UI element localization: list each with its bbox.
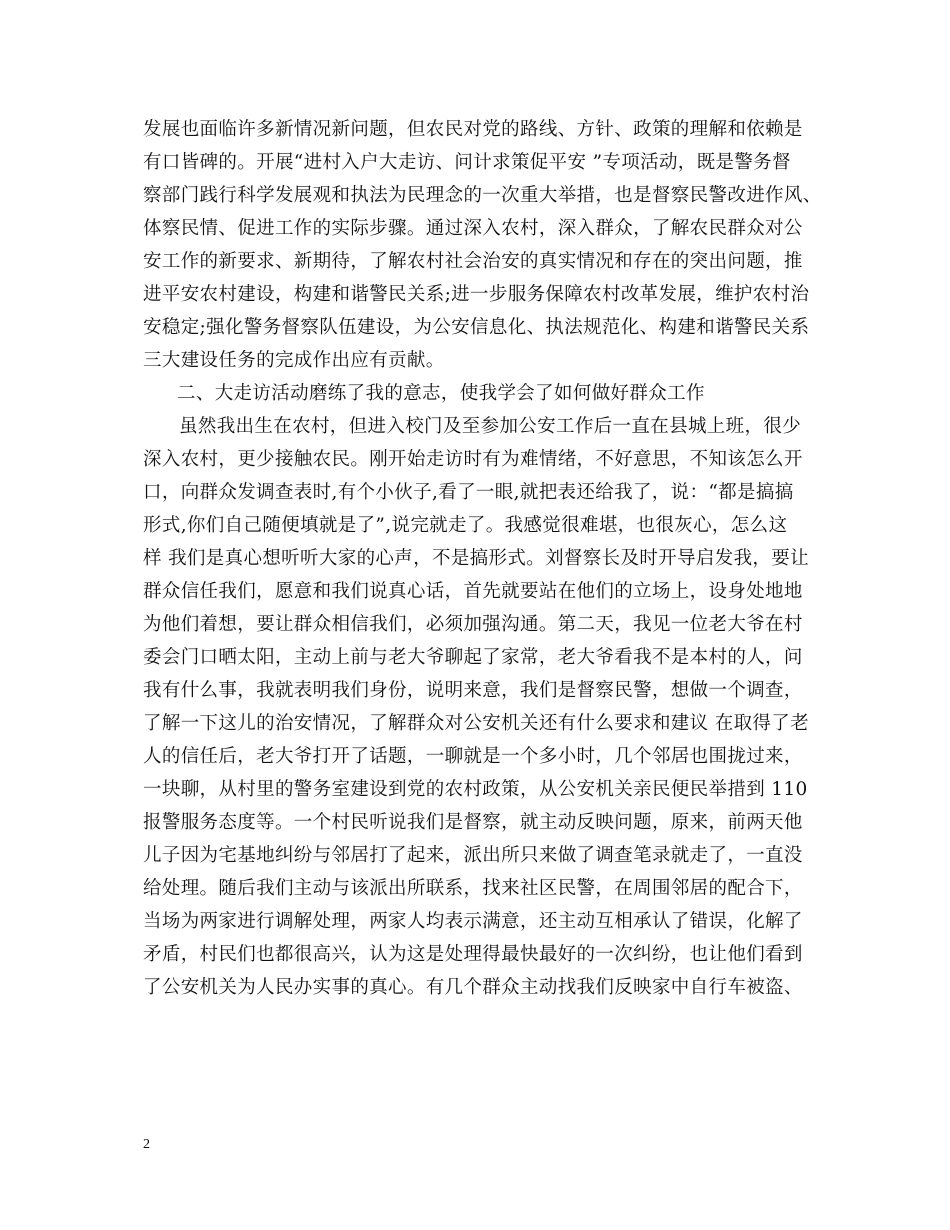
text-line: 了解一下这儿的治安情况，了解群众对公安机关还有什么要求和建议 在取得了老	[143, 713, 809, 734]
page-number: 2	[143, 1137, 150, 1152]
text-line: 进平安农村建设，构建和谐警民关系;进一步服务保障农村改革发展，维护农村治	[143, 284, 810, 305]
text-line: 样 我们是真心想听听大家的心声，不是搞形式。刘督察长及时开导启发我，要让	[143, 548, 809, 569]
text-line: 委会门口晒太阳，主动上前与老大爷聊起了家常，老大爷看我不是本村的人，问	[143, 647, 803, 668]
text-line: 口，向群众发调查表时,有个小伙子,看了一眼,就把表还给我了，说：“都是搞搞	[143, 482, 794, 503]
text-line: 了公安机关为人民办实事的真心。有几个群众主动找我们反映家中自行车被盗、	[143, 977, 803, 998]
text-line: 安工作的新要求、新期待，了解农村社会治安的真实情况和存在的突出问题，推	[143, 251, 803, 272]
text-line: 有口皆碑的。开展“进村入户大走访、问计求策促平安 ”专项活动，既是警务督	[143, 152, 791, 173]
text-line: 报警服务态度等。一个村民听说我们是督察，就主动反映问题，原来，前两天他	[143, 812, 803, 833]
text-line: 一块聊，从村里的警务室建设到党的农村政策，从公安机关亲民便民举措到 110	[143, 779, 808, 800]
text-line: 群众信任我们，愿意和我们说真心话，首先就要站在他们的立场上，设身处地地	[143, 581, 803, 602]
text-line: 矛盾，村民们也都很高兴，认为这是处理得最快最好的一次纠纷，也让他们看到	[143, 944, 803, 965]
text-line: 虽然我出生在农村，但进入校门及至参加公安工作后一直在县城上班，很少	[179, 416, 802, 437]
text-line: 深入农村，更少接触农民。刚开始走访时有为难情绪，不好意思，不知该怎么开	[143, 449, 803, 470]
text-line: 三大建设任务的完成作出应有贡献。	[143, 350, 445, 371]
text-line: 发展也面临许多新情况新问题，但农民对党的路线、方针、政策的理解和依赖是	[143, 119, 803, 140]
text-line: 我有什么事，我就表明我们身份，说明来意，我们是督察民警，想做一个调查，	[143, 680, 803, 701]
text-line: 为他们着想，要让群众相信我们，必须加强沟通。第二天，我见一位老大爷在村	[143, 614, 803, 635]
text-line: 当场为两家进行调解处理，两家人均表示满意，还主动互相承认了错误，化解了	[143, 911, 803, 932]
text-line: 体察民情、促进工作的实际步骤。通过深入农村，深入群众，了解农民群众对公	[143, 218, 803, 239]
text-line: 儿子因为宅基地纠纷与邻居打了起来，派出所只来做了调查笔录就走了，一直没	[143, 845, 803, 866]
text-line: 人的信任后，老大爷打开了话题，一聊就是一个多小时，几个邻居也围拢过来，	[143, 746, 803, 767]
text-line: 安稳定;强化警务督察队伍建设，为公安信息化、执法规范化、构建和谐警民关系	[143, 317, 810, 338]
section-heading: 二、大走访活动磨练了我的意志，使我学会了如何做好群众工作	[177, 383, 705, 404]
text-line: 察部门践行科学发展观和执法为民理念的一次重大举措，也是督察民警改进作风、	[143, 185, 822, 206]
text-line: 给处理。随后我们主动与该派出所联系，找来社区民警，在周围邻居的配合下，	[143, 878, 803, 899]
text-line: 形式,你们自己随便填就是了”,说完就走了。我感觉很难堪，也很灰心，怎么这	[143, 515, 788, 536]
